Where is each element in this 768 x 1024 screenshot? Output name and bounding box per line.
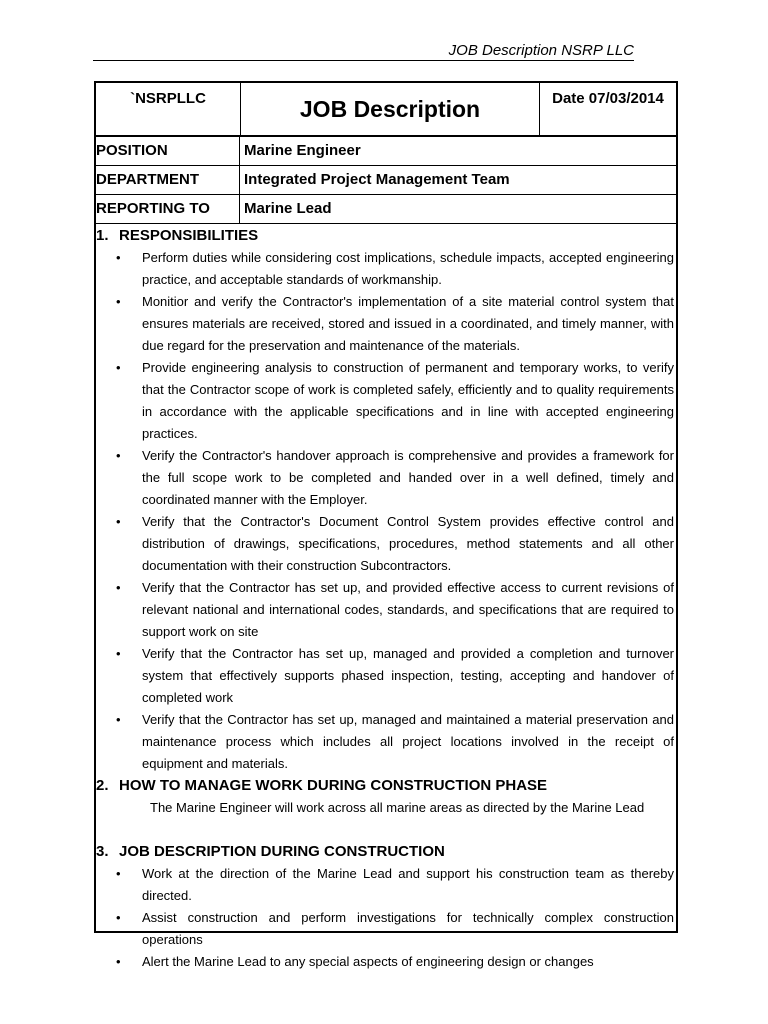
list-item: • Monitior and verify the Contractor's implementation of a site material control system that ensures materials are received, stored and issued in a coordinated, and timely manner, with due regard for the preservation and maintenance of the materials. — [96, 291, 676, 357]
section-heading-manage-work — [96, 775, 676, 797]
running-header-text: JOB Description NSRP LLC — [448, 42, 634, 59]
section-title: HOW TO MANAGE WORK DURING CONSTRUCTION PHASE — [119, 777, 548, 794]
section-spacer — [96, 819, 676, 841]
list-item: • Work at the direction of the Marine Lead and support his construction team as thereby directed. — [96, 863, 676, 907]
list-item: • Verify the Contractor's handover approach is comprehensive and provides a framework for the full scope work to be completed and handed over in a well defined, timely and coordinated manner with the Employer. — [96, 445, 676, 511]
position-label: POSITION — [96, 137, 240, 165]
list-item: • Alert the Marine Lead to any special aspects of engineering design or changes — [96, 951, 676, 973]
job-description-form — [94, 81, 678, 969]
reporting-label: REPORTING TO — [96, 195, 240, 223]
running-header — [93, 42, 634, 61]
list-item: • Verify that the Contractor has set up, managed and provided a completion and turnover system that effectively supports phased inspection, testing, accepting and handover of completed work — [96, 643, 676, 709]
section-number: 1. — [96, 227, 109, 244]
department-value: Integrated Project Management Team — [244, 171, 510, 188]
section-heading-responsibilities — [96, 225, 676, 247]
list-item: • Verify that the Contractor has set up, and provided effective access to current revisions of relevant national and international codes, standards, and specifications that are required to support work on site — [96, 577, 676, 643]
section-title: JOB DESCRIPTION DURING CONSTRUCTION — [119, 843, 445, 860]
position-value: Marine Engineer — [244, 142, 361, 159]
construction-duties-list — [96, 863, 676, 973]
company-name: `NSRPLLC — [130, 90, 206, 107]
department-label: DEPARTMENT — [96, 166, 240, 194]
list-item: • Provide engineering analysis to construction of permanent and temporary works, to verify that the Contractor scope of work is completed safely, efficiently and to quality requirements in accordance with the applicable specifications and in line with accepted engineering practices. — [96, 357, 676, 445]
reporting-row — [96, 195, 676, 224]
section-title: RESPONSIBILITIES — [119, 227, 259, 244]
list-item: • Assist construction and perform investigations for technically complex construction operations — [96, 907, 676, 951]
reporting-value: Marine Lead — [244, 200, 332, 217]
title-row — [96, 83, 676, 137]
section-number: 3. — [96, 843, 109, 860]
list-item: • Perform duties while considering cost implications, schedule impacts, accepted engineering practice, and acceptable standards of workmanship. — [96, 247, 676, 291]
document-title: JOB Description — [240, 83, 540, 135]
list-item: • Verify that the Contractor's Document Control System provides effective control and distribution of drawings, specifications, procedures, method statements and all other documentation with their construction Subcontractors. — [96, 511, 676, 577]
manage-work-text: The Marine Engineer will work across all marine areas as directed by the Marine Lead — [150, 800, 645, 815]
list-item: • Verify that the Contractor has set up, managed and maintained a material preservation and maintenance process which includes all project locations involved in the receipt of equipment and materials. — [96, 709, 676, 775]
position-row — [96, 137, 676, 166]
department-row — [96, 166, 676, 195]
section-number: 2. — [96, 777, 109, 794]
responsibilities-list — [96, 247, 676, 775]
section-heading-construction — [96, 841, 676, 863]
document-date: Date 07/03/2014 — [552, 90, 664, 107]
document-body — [96, 225, 676, 973]
